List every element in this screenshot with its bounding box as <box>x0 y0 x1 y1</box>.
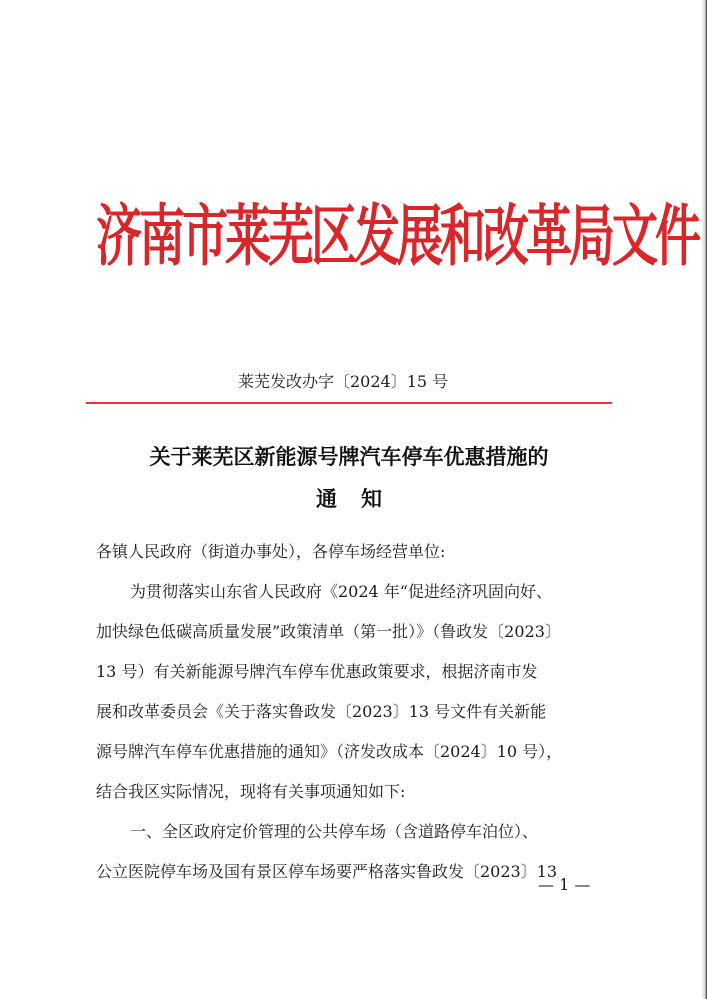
notice-title-line1: 关于莱芜区新能源号牌汽车停车优惠措施的 <box>149 444 549 469</box>
body-line: 为贯彻落实山东省人民政府《2024 年“促进经济巩固向好、 <box>130 582 552 601</box>
document-number: 莱芜发改办字〔2024〕15 号 <box>238 372 449 391</box>
body-line: 一、全区政府定价管理的公共停车场（含道路停车泊位）、 <box>130 822 539 841</box>
page-edge-shadow <box>702 0 707 999</box>
body-line: 公立医院停车场及国有景区停车场要严格落实鲁政发〔2023〕13 <box>96 862 558 881</box>
body-line: 加快绿色低碳高质量发展”政策清单（第一批）》（鲁政发〔2023〕 <box>96 622 561 641</box>
body-line: 13 号）有关新能源号牌汽车停车优惠政策要求，根据济南市发 <box>96 662 538 681</box>
page-number: — 1 — <box>538 875 591 894</box>
body-line: 展和改革委员会《关于落实鲁政发〔2023〕13 号文件有关新能 <box>96 702 547 721</box>
body-line-salutation: 各镇人民政府（街道办事处），各停车场经营单位: <box>96 542 446 561</box>
notice-title-line2: 通知 <box>316 486 406 511</box>
body-line: 结合我区实际情况，现将有关事项通知如下: <box>96 782 406 801</box>
red-divider-line <box>86 402 612 404</box>
issuing-authority-header: 济南市莱芜区发展和改革局文件 <box>96 196 698 276</box>
body-line: 源号牌汽车停车优惠措施的通知》（济发改成本〔2024〕10 号）， <box>96 742 563 761</box>
